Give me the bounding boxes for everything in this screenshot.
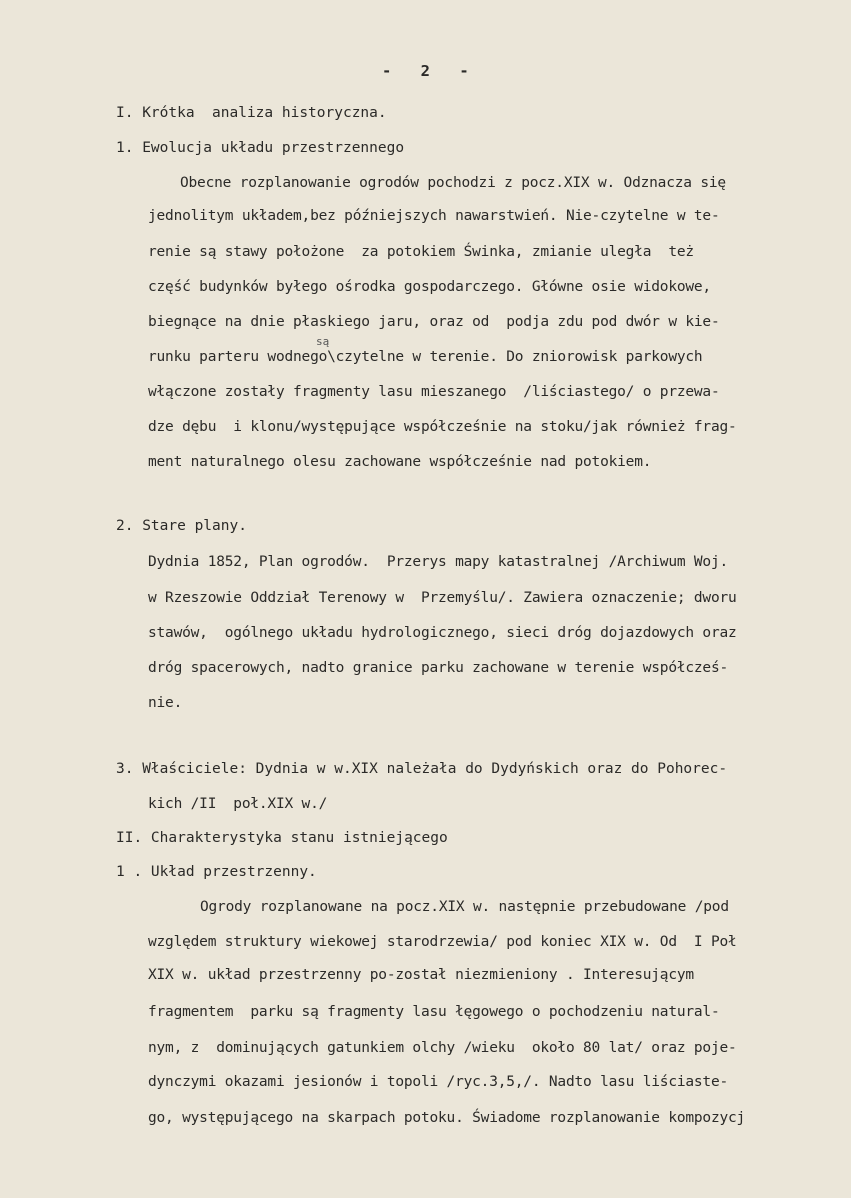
paragraph-line: nym, z dominujących gatunkiem olchy /wieku około 80 lat/ oraz poje- <box>148 1040 737 1056</box>
paragraph-line: go, występującego na skarpach potoku. Świadome rozplanowanie kompozycj <box>148 1110 746 1126</box>
paragraph-line: stawów, ogólnego układu hydrologicznego, sieci dróg dojazdowych oraz <box>148 625 737 641</box>
subsection-heading: 2. Stare plany. <box>116 518 247 534</box>
paragraph-line: dynczymi okazami jesionów i topoli /ryc.3,5,/. Nadto lasu liściaste- <box>148 1074 729 1090</box>
paragraph-line: runku parteru wodnego\czytelne w terenie. Do zniorowisk parkowych <box>148 349 703 365</box>
paragraph-line: Obecne rozplanowanie ogrodów pochodzi z pocz.XIX w. Odznacza się <box>180 175 726 191</box>
paragraph-line: jednolitym układem,bez późniejszych nawarstwień. Nie-czytelne w te- <box>148 208 720 224</box>
paragraph-line: Dydnia 1852, Plan ogrodów. Przerys mapy katastralnej /Archiwum Woj. <box>148 554 729 570</box>
paragraph-line: w Rzeszowie Oddział Terenowy w Przemyślu/. Zawiera oznaczenie; dworu <box>148 590 737 606</box>
paragraph-line: fragmentem parku są fragmenty lasu łęgowego o pochodzeniu natural- <box>148 1004 720 1020</box>
paragraph-line: włączone zostały fragmenty lasu mieszanego /liściastego/ o przewa- <box>148 384 720 400</box>
page-number: - 2 - <box>382 62 479 80</box>
section-heading: II. Charakterystyka stanu istniejącego <box>116 830 448 846</box>
subsection-heading: 1. Ewolucja układu przestrzennego <box>116 140 405 156</box>
paragraph-line: część budynków byłego ośrodka gospodarczego. Główne osie widokowe, <box>148 279 711 295</box>
subsection-heading: 1 . Układ przestrzenny. <box>116 864 317 880</box>
handwritten-insertion: są <box>316 335 330 348</box>
paragraph-line: dróg spacerowych, nadto granice parku zachowane w terenie współcześ- <box>148 660 729 676</box>
paragraph-line: biegnące na dnie płaskiego jaru, oraz od podja zdu pod dwór w kie- <box>148 314 720 330</box>
paragraph-line: XIX w. układ przestrzenny po-został niezmieniony . Interesującym <box>148 967 694 983</box>
paragraph-line: względem struktury wiekowej starodrzewia/ pod koniec XIX w. Od I Poł <box>148 934 737 950</box>
paragraph-line: ment naturalnego olesu zachowane współcześnie nad potokiem. <box>148 454 652 470</box>
paragraph-line: kich /II poł.XIX w./ <box>148 796 328 812</box>
paragraph-line: nie. <box>148 695 183 711</box>
section-heading: I. Krótka analiza historyczna. <box>116 105 387 121</box>
paragraph-line: dze dębu i klonu/występujące współcześnie na stoku/jak również frag- <box>148 419 737 435</box>
subsection-heading: 3. Właściciele: Dydnia w w.XIX należała do Dydyńskich oraz do Pohorec- <box>116 761 728 777</box>
paragraph-line: renie są stawy położone za potokiem Świnka, zmianie uległa też <box>148 244 694 260</box>
paragraph-line: Ogrody rozplanowane na pocz.XIX w. następnie przebudowane /pod <box>200 899 729 915</box>
